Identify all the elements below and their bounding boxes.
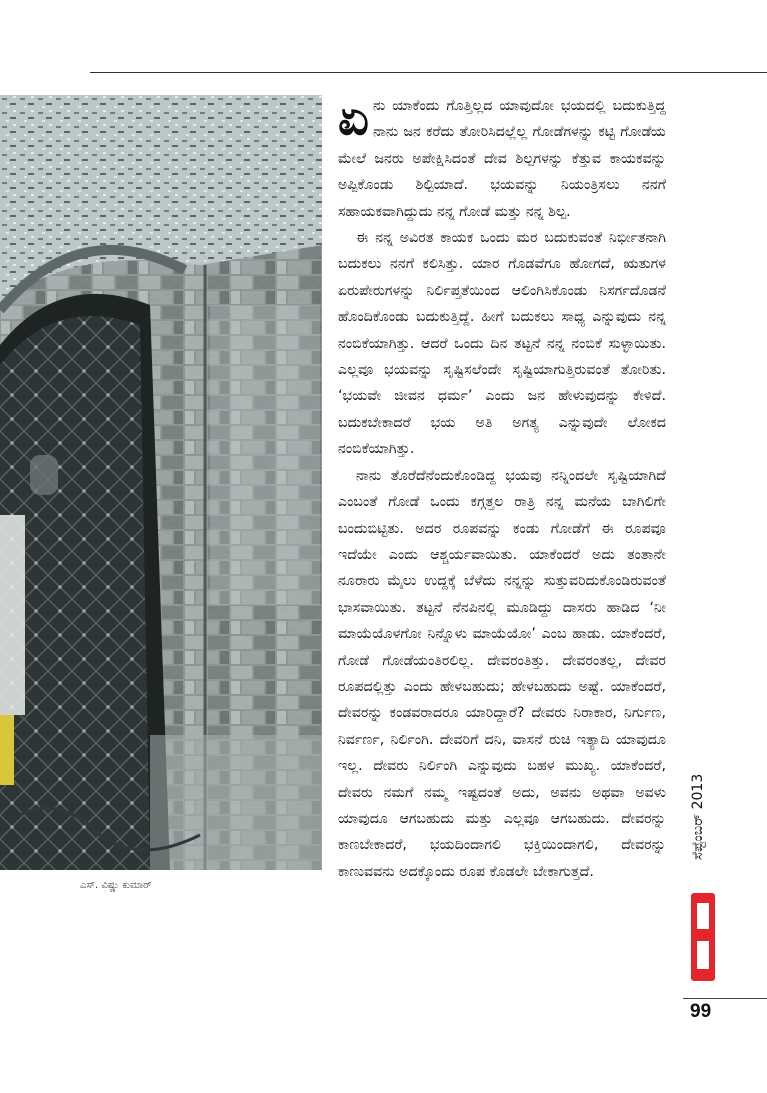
article-body xyxy=(338,90,666,885)
issue-date: ಸೆಪ್ಟೆಂಬರ್ 2013 xyxy=(690,773,706,860)
stone-archway-photo xyxy=(0,95,322,870)
article-paragraph-3: ನಾನು ತೊರೆದೆನೆಂದುಕೊಂಡಿದ್ದ ಭಯವು ನನ್ನಿಂದಲೇ ಸೃಷ್ಟಿಯಾಗಿದೆ ಎಂಬಂತೆ ಗೋಡೆ ಒಂದು ಕಗ್ಗತ್ತಲ ರಾತ್ರಿ ನನ್ನ ಮನೆಯ ಬಾಗಿಲಿಗೇ ಬಂದುಬಿಟ್ಟಿತು. ಅದರ ರೂಪವನ್ನು ಕಂಡು ಗೋಡೆಗೆ ಈ ರೂಪವೂ ಇದೆಯೇ ಎಂದು ಆಶ್ಚರ್ಯವಾಯಿತು. ಯಾಕೆಂದರೆ ಅದು ತಂತಾನೇ ನೂರಾರು ಮೈಲು ಉದ್ದಕ್ಕೆ ಬೆಳೆದು ನನ್ನನ್ನು ಸುತ್ತುವರಿದುಕೊಂಡಿರುವಂತೆ ಭಾಸವಾಯಿತು. ತಟ್ಟನೆ ನೆನಪಿನಲ್ಲಿ ಮೂಡಿದ್ದು ದಾಸರು ಹಾಡಿದ ‘ನೀ ಮಾಯೆಯೊಳಗೋ ನಿನ್ನೊಳು ಮಾಯೆಯೋ’ ಎಂಬ ಹಾಡು. ಯಾಕೆಂದರೆ, ಗೋಡೆ ಗೋಡೆಯಂತಿರಲಿಲ್ಲ. ದೇವರಂತಿತ್ತು. ದೇವರಂತಲ್ಲ, ದೇವರ ರೂಪದಲ್ಲಿತ್ತು ಎಂದು ಹೇಳಬಹುದು; ಹೇಳಬಹುದು ಅಷ್ಟೆ. ಯಾಕೆಂದರೆ, ದೇವರನ್ನು ಕಂಡವರಾದರೂ ಯಾರಿದ್ದಾರೆ? ದೇವರು ನಿರಾಕಾರ, ನಿರ್ಗುಣ, ನಿರ್ವರ್ಣ, ನಿರ್ಲಿಂಗಿ. ದೇವರಿಗೆ ದನಿ, ವಾಸನೆ ರುಚಿ ಇತ್ಯಾದಿ ಯಾವುದೂ ಇಲ್ಲ. ದೇವರು ನಿರ್ಲಿಂಗಿ ಎನ್ನುವುದು ಬಹಳ ಮುಖ್ಯ. ಯಾಕೆಂದರೆ, ದೇವರು ನಮಗೆ ನಮ್ಮ ಇಷ್ಟದಂತೆ ಅದು, ಅವನು ಅಥವಾ ಅವಳು ಯಾವುದೂ ಆಗಬಹುದು ಮತ್ತು ಎಲ್ಲವೂ ಆಗಬಹುದು. ದೇವರನ್ನು ಕಾಣಬೇಕಾದರೆ, ಭಯದಿಂದಾಗಲಿ ಭಕ್ತಿಯಿಂದಾಗಲಿ, ದೇವರನ್ನು ಕಾಣುವವನು ಅದಕ್ಕೊಂದು ರೂಪ ಕೊಡಲೇ ಬೇಕಾಗುತ್ತದೆ. xyxy=(338,467,666,880)
paragraph-1-text: ನು ಯಾಕೆಂದು ಗೊತ್ತಿಲ್ಲದ ಯಾವುದೋ ಭಯದಲ್ಲಿ ಬದುಕುತ್ತಿದ್ದ ನಾನು ಜನ ಕರೆದು ತೋರಿಸಿದಲ್ಲೆಲ್ಲ ಗೋಡೆಗಳನ್ನು ಕಟ್ಟಿ ಗೋಡೆಯ ಮೇಲೆ ಜನರು ಅಪೇಕ್ಷಿಸಿದಂತೆ ದೇವ ಶಿಲ್ಪಗಳನ್ನು ಕೆತ್ತುವ ಕಾಯಕವನ್ನು ಅಪ್ಪಿಕೊಂಡು ಶಿಲ್ಪಿಯಾದೆ. ಭಯವನ್ನು ನಿಯಂತ್ರಿಸಲು ನನಗೆ ಸಹಾಯಕವಾಗಿದ್ದುದು ನನ್ನ ಗೋಡೆ ಮತ್ತು ನನ್ನ ಶಿಲ್ಪ. xyxy=(338,98,666,220)
article-paragraph-1 xyxy=(338,90,666,225)
top-rule xyxy=(90,72,767,73)
drop-cap: ಏ xyxy=(338,90,369,146)
photo-caption: ಎಸ್. ವಿಷ್ಣು ಕುಮಾರ್ xyxy=(80,880,152,891)
page-number: 99 xyxy=(690,1001,712,1022)
article-paragraph-2: ಈ ನನ್ನ ಅವಿರತ ಕಾಯಕ ಒಂದು ಮರ ಬದುಕುವಂತೆ ನಿರ್ಭೀತನಾಗಿ ಬದುಕಲು ನನಗೆ ಕಲಿಸಿತ್ತು. ಯಾರ ಗೊಡವೆಗೂ ಹೋಗದೆ, ಋತುಗಳ ಏರುಪೇರುಗಳನ್ನು ನಿರ್ಲಿಪ್ತತೆಯಿಂದ ಆಲಿಂಗಿಸಿಕೊಂಡು ನಿಸರ್ಗದೊಡನೆ ಹೊಂದಿಕೊಂಡು ಬದುಕುತ್ತಿದ್ದೆ. ಹೀಗೆ ಬದುಕಲು ಸಾಧ್ಯ ಎನ್ನುವುದು ನನ್ನ ನಂಬಿಕೆಯಾಗಿತ್ತು. ಆದರೆ ಒಂದು ದಿನ ತಟ್ಟನೆ ನನ್ನ ನಂಬಿಕೆ ಸುಳ್ಳಾಯಿತು. ಎಲ್ಲವೂ ಭಯವನ್ನು ಸೃಷ್ಟಿಸಲೆಂದೇ ಸೃಷ್ಟಿಯಾಗುತ್ತಿರುವಂತೆ ತೋರಿತು. ‘ಭಯವೇ ಜೀವನ ಧರ್ಮ’ ಎಂದು ಜನ ಹೇಳುವುದನ್ನು ಕೇಳಿದೆ. ಬದುಕಬೇಕಾದರೆ ಭಯ ಅತಿ ಅಗತ್ಯ ಎನ್ನುವುದೇ ಲೋಕದ ನಂಬಿಕೆಯಾಗಿತ್ತು. xyxy=(338,230,666,458)
page-number-rule xyxy=(683,998,767,999)
